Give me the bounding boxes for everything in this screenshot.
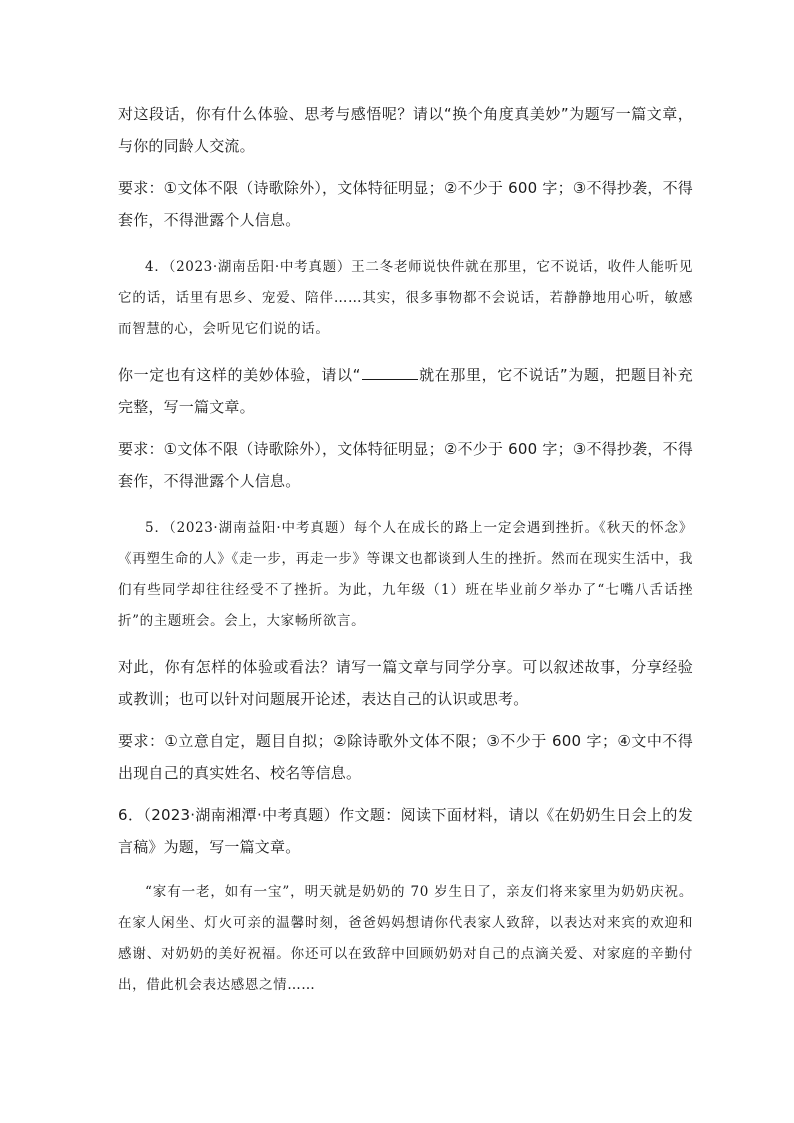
prompt-paragraph: 对这段话，你有什么体验、思考与感悟呢？请以“换个角度真美妙”为题写一篇文章，与你的同龄人交流。	[118, 105, 693, 155]
prompt-text-after-blank: 就在那里，它不说话”为题，把题目补充完整，写一篇文章。	[118, 366, 693, 416]
question-5-requirements: 要求：①立意自定，题目自拟；②除诗歌外文体不限；③不少于 600 字；④文中不得出现自己的真实姓名、校名等信息。	[118, 732, 693, 782]
question-5-prompt: 对此，你有怎样的体验或看法？请写一篇文章与同学分享。可以叙述故事，分享经验或教训；也可以针对问题展开论述，表达自己的认识或思考。	[118, 658, 693, 708]
question-5-material: 5．（2023·湖南益阳·中考真题）每个人在成长的路上一定会遇到挫折。《秋天的怀念》《再塑生命的人》《走一步，再走一步》等课文也都谈到人生的挫折。然而在现实生活中，我们有些同学却往往经受不了挫折。为此，九年级（1）班在毕业前夕举办了“七嘴八舌话挫折”的主题班会。会上，大家畅所欲言。	[118, 520, 693, 629]
question-4-material: 4．（2023·湖南岳阳·中考真题）王二冬老师说快件就在那里，它不说话，收件人能听见它的话，话里有思乡、宠爱、陪伴……其实，很多事物都不会说话，若静静地用心听，敏感而智慧的心，会听见它们说的话。	[118, 259, 693, 337]
document-page	[118, 98, 693, 1015]
question-6-material: “家有一老，如有一宝”，明天就是奶奶的 70 岁生日了，亲友们将来家里为奶奶庆祝。在家人闲坐、灯火可亲的温馨时刻，爸爸妈妈想请你代表家人致辞，以表达对来宾的欢迎和感谢、对奶奶的美好祝福。你还可以在致辞中回顾奶奶对自己的点滴关爱、对家庭的辛勤付出，借此机会表达感恩之情……	[118, 884, 693, 993]
prompt-text-before-blank: 你一定也有这样的美妙体验，请以“	[118, 366, 361, 384]
fill-in-blank	[362, 362, 418, 380]
question-4-requirements: 要求：①文体不限（诗歌除外），文体特征明显；②不少于 600 字；③不得抄袭，不得套作，不得泄露个人信息。	[118, 440, 693, 490]
question-4-prompt	[118, 359, 693, 423]
question-6-prompt: 6．（2023·湖南湘潭·中考真题）作文题：阅读下面材料，请以《在奶奶生日会上的发言稿》为题，写一篇文章。	[118, 806, 693, 856]
requirements-paragraph: 要求：①文体不限（诗歌除外），文体特征明显；②不少于 600 字；③不得抄袭，不得套作，不得泄露个人信息。	[118, 179, 693, 229]
